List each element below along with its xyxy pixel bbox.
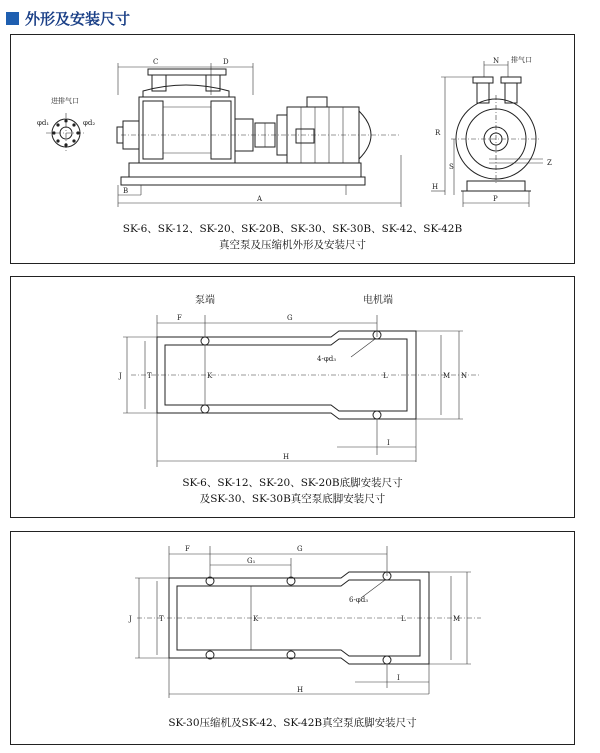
section-title: 外形及安装尺寸 — [25, 9, 131, 28]
dim-h1-label: H — [432, 183, 439, 191]
dim-d-label: D — [223, 58, 229, 66]
panel1-caption-line2: 真空泵及压缩机外形及安装尺寸 — [219, 239, 366, 251]
panel2-caption-line2: 及SK-30、SK-30B真空泵底脚安装尺寸 — [199, 493, 386, 505]
panel2-caption-line1: SK-6、SK-12、SK-20、SK-20B底脚安装尺寸 — [182, 477, 403, 489]
panel3-caption: SK-30压缩机及SK-42、SK-42B真空泵底脚安装尺寸 — [168, 717, 417, 729]
dim-t-label: T — [147, 372, 152, 380]
dim-s-label: S — [449, 163, 454, 171]
dim-h-label: H — [297, 686, 304, 694]
dim-r2-label: N — [461, 372, 468, 380]
dim-l-label: L — [383, 372, 388, 380]
inlet-flange-view — [37, 96, 95, 153]
dim-a-label: A — [257, 195, 263, 203]
section-header — [6, 8, 130, 28]
outline-drawing-panel — [10, 34, 575, 264]
dim-g-label: G — [297, 545, 303, 553]
dim-f-label: F — [185, 545, 190, 553]
pump-end-view — [431, 55, 552, 207]
motor-end-label: 电机端 — [363, 295, 393, 306]
dim-n-label: N — [493, 57, 500, 65]
dim-i-label: I — [397, 674, 400, 682]
header-square-icon — [6, 12, 19, 25]
dim-k-label: K — [253, 615, 259, 623]
phi-d1-label: φd₁ — [37, 119, 50, 127]
dim-i-label: I — [387, 439, 390, 447]
dim-f-label: F — [177, 314, 182, 322]
panel1-caption-line1: SK-6、SK-12、SK-20、SK-20B、SK-30、SK-30B、SK-42、SK-42B — [122, 223, 463, 235]
dim-m-label: M — [453, 615, 461, 623]
dim-g1-label: G₁ — [247, 557, 256, 565]
dim-t-label: T — [159, 615, 164, 623]
holes-label: 4-φd₃ — [317, 355, 337, 363]
dim-l-label: L — [401, 615, 406, 623]
dim-p-label: P — [493, 195, 498, 203]
phi-d2-label: φd₂ — [83, 119, 96, 127]
outlet-label: 排气口 — [511, 56, 532, 64]
dim-h-label: H — [283, 453, 290, 461]
dim-b-label: B — [123, 187, 129, 195]
dim-c-label: C — [153, 58, 159, 66]
dim-m-label: M — [443, 372, 451, 380]
dim-j-label: J — [119, 372, 122, 380]
dim-k-label: K — [207, 372, 213, 380]
dim-j-label: J — [129, 615, 132, 623]
dim-r-label: R — [435, 129, 441, 137]
pump-motor-side-view — [117, 58, 401, 207]
holes-label: 6-φd₃ — [349, 596, 369, 604]
foot-mounting-drawing-6hole — [11, 532, 574, 744]
inlet-label: 进排气口 — [51, 97, 79, 105]
pump-end-label: 泵端 — [195, 295, 215, 306]
dim-g-label: G — [287, 314, 293, 322]
foot-mounting-panel-6hole — [10, 531, 575, 745]
dim-z-label: Z — [547, 159, 552, 167]
foot-mounting-panel-4hole — [10, 276, 575, 518]
